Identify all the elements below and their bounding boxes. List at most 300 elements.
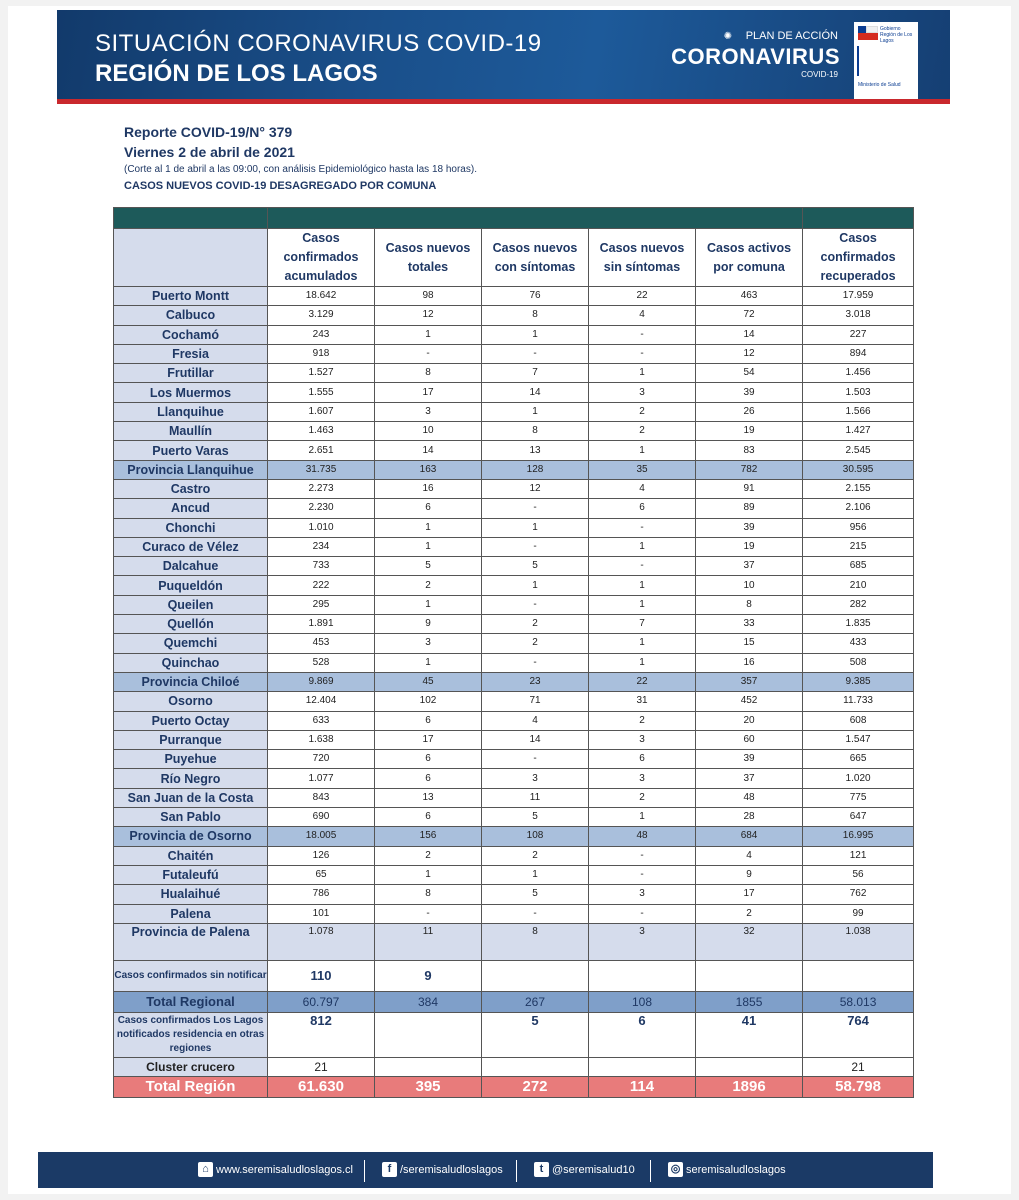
table-cell [482, 960, 589, 991]
table-cell: 7 [589, 615, 696, 634]
table-cell: 21 [268, 1057, 375, 1076]
footer-web[interactable] [198, 1162, 353, 1177]
table-row [114, 1077, 914, 1098]
table-cell: 17.959 [803, 287, 914, 306]
table-row [114, 422, 914, 441]
government-logo [854, 22, 918, 102]
plan-main-text: CORONAVIRUS [671, 44, 840, 69]
table-cell: - [589, 518, 696, 537]
row-label: Total Región [114, 1077, 268, 1098]
footer-instagram-text: seremisaludloslagos [686, 1163, 786, 1176]
table-cell: 16 [375, 479, 482, 498]
table-row [114, 808, 914, 827]
table-cell: 1 [482, 402, 589, 421]
table-cell: 1.010 [268, 518, 375, 537]
table-cell: 2 [375, 846, 482, 865]
table-cell: 11 [482, 788, 589, 807]
table-cell: 762 [803, 885, 914, 904]
table-cell: 918 [268, 344, 375, 363]
table-cell: 10 [375, 422, 482, 441]
row-label: Hualaihué [114, 885, 268, 904]
report-note: (Corte al 1 de abril a las 09:00, con análisis Epidemiológico hasta las 18 horas). [124, 164, 477, 175]
table-cell: 3.129 [268, 306, 375, 325]
table-cell: 13 [375, 788, 482, 807]
table-cell: 56 [803, 865, 914, 884]
table-cell: 18.642 [268, 287, 375, 306]
table-cell: 163 [375, 460, 482, 479]
table-cell: 1.463 [268, 422, 375, 441]
covid-cases-table [113, 207, 914, 1098]
table-cell: - [589, 846, 696, 865]
table-row [114, 730, 914, 749]
table-cell: 5 [482, 808, 589, 827]
table-cell: - [482, 653, 589, 672]
table-cell: 2 [482, 846, 589, 865]
table-cell: 222 [268, 576, 375, 595]
table-row [114, 383, 914, 402]
table-cell: 1.456 [803, 364, 914, 383]
row-label: Purranque [114, 730, 268, 749]
table-cell: 1.020 [803, 769, 914, 788]
table-cell: 267 [482, 991, 589, 1012]
table-cell: 4 [589, 479, 696, 498]
table-cell: 6 [375, 808, 482, 827]
column-header: Casos confirmados recuperados [803, 229, 914, 287]
row-label: Los Muermos [114, 383, 268, 402]
table-cell: 1.547 [803, 730, 914, 749]
row-label: Puerto Varas [114, 441, 268, 460]
table-cell: 782 [696, 460, 803, 479]
table-cell: 23 [482, 672, 589, 691]
table-cell: 1 [375, 325, 482, 344]
table-row [114, 325, 914, 344]
table-cell: - [482, 344, 589, 363]
table-cell: 894 [803, 344, 914, 363]
row-label: Quellón [114, 615, 268, 634]
table-cell: 31.735 [268, 460, 375, 479]
table-cell [375, 1012, 482, 1057]
table-cell: 282 [803, 595, 914, 614]
report-info [124, 122, 477, 194]
table-cell: 2 [589, 402, 696, 421]
row-label: Ancud [114, 499, 268, 518]
gov-logo-text-bottom: Ministerio de Salud [858, 82, 901, 88]
table-row [114, 846, 914, 865]
table-cell: 2 [589, 788, 696, 807]
table-cell: 91 [696, 479, 803, 498]
table-cell: 1 [375, 865, 482, 884]
table-cell: 1.638 [268, 730, 375, 749]
table-cell: 6 [589, 499, 696, 518]
table-cell: 1 [375, 537, 482, 556]
table-cell: 6 [589, 750, 696, 769]
row-label: Cluster crucero [114, 1057, 268, 1076]
footer-facebook[interactable] [382, 1162, 503, 1177]
table-row [114, 991, 914, 1012]
table-cell: 843 [268, 788, 375, 807]
table-row [114, 479, 914, 498]
row-label: Provincia Chiloé [114, 672, 268, 691]
table-cell: 39 [696, 518, 803, 537]
table-row [114, 750, 914, 769]
column-header: Casos activos por comuna [696, 229, 803, 287]
table-row [114, 885, 914, 904]
table-cell [482, 1057, 589, 1076]
table-cell: - [589, 557, 696, 576]
table-cell: 2 [696, 904, 803, 923]
table-cell: 1 [589, 537, 696, 556]
table-cell: 30.595 [803, 460, 914, 479]
table-cell: 18.005 [268, 827, 375, 846]
table-cell: 1.078 [268, 923, 375, 960]
table-cell: 812 [268, 1012, 375, 1057]
header-title-line2: REGIÓN DE LOS LAGOS [95, 60, 378, 87]
table-row [114, 634, 914, 653]
report-subtitle: CASOS NUEVOS COVID-19 DESAGREGADO POR COMUNA [124, 180, 437, 192]
table-cell: 37 [696, 557, 803, 576]
table-row [114, 960, 914, 991]
table-cell: 6 [375, 711, 482, 730]
table-cell: 14 [482, 730, 589, 749]
report-date: Viernes 2 de abril de 2021 [124, 144, 295, 160]
table-cell: 2.155 [803, 479, 914, 498]
table-cell [589, 1057, 696, 1076]
table-cell: 5 [375, 557, 482, 576]
table-cell: 2.545 [803, 441, 914, 460]
table-header-row [114, 229, 914, 287]
table-cell: 1 [589, 364, 696, 383]
table-cell: 295 [268, 595, 375, 614]
header-title-line1: SITUACIÓN CORONAVIRUS COVID-19 [95, 30, 542, 57]
table-cell: 1 [589, 808, 696, 827]
table-cell: 31 [589, 692, 696, 711]
table-cell: 41 [696, 1012, 803, 1057]
header-corner [114, 229, 268, 287]
table-cell: 48 [589, 827, 696, 846]
table-cell: 5 [482, 1012, 589, 1057]
table-cell: 9.869 [268, 672, 375, 691]
table-cell: 608 [803, 711, 914, 730]
table-cell: 3 [589, 730, 696, 749]
table-cell: 1 [589, 441, 696, 460]
table-cell: 14 [482, 383, 589, 402]
table-cell: 12.404 [268, 692, 375, 711]
row-label: San Juan de la Costa [114, 788, 268, 807]
table-cell: 384 [375, 991, 482, 1012]
table-cell: 2 [482, 615, 589, 634]
table-cell: 71 [482, 692, 589, 711]
table-cell: 14 [696, 325, 803, 344]
table-cell: 8 [482, 422, 589, 441]
row-label: Río Negro [114, 769, 268, 788]
table-cell: - [482, 537, 589, 556]
footer-twitter[interactable] [534, 1162, 635, 1177]
table-cell: 58.798 [803, 1077, 914, 1098]
table-cell: 16 [696, 653, 803, 672]
table-cell: 3 [589, 769, 696, 788]
table-cell: 357 [696, 672, 803, 691]
table-cell: 14 [375, 441, 482, 460]
row-label: Frutillar [114, 364, 268, 383]
table-cell: 17 [696, 885, 803, 904]
footer-twitter-text: @seremisalud10 [552, 1163, 635, 1176]
table-cell: 65 [268, 865, 375, 884]
row-label: Calbuco [114, 306, 268, 325]
row-label: Puerto Montt [114, 287, 268, 306]
table-cell: 764 [803, 1012, 914, 1057]
row-label: Fresia [114, 344, 268, 363]
table-cell: 2 [589, 422, 696, 441]
table-cell: 61.630 [268, 1077, 375, 1098]
table-cell: 9 [375, 615, 482, 634]
table-row [114, 576, 914, 595]
table-cell: 210 [803, 576, 914, 595]
table-cell [696, 960, 803, 991]
table-cell: 11 [375, 923, 482, 960]
table-row [114, 537, 914, 556]
table-cell: 19 [696, 422, 803, 441]
table-cell: 508 [803, 653, 914, 672]
table-cell: 1 [482, 518, 589, 537]
row-label: Osorno [114, 692, 268, 711]
table-cell: 1.555 [268, 383, 375, 402]
row-label: Chonchi [114, 518, 268, 537]
table-row [114, 904, 914, 923]
table-cell: 39 [696, 383, 803, 402]
table-cell: 54 [696, 364, 803, 383]
table-cell: 1.835 [803, 615, 914, 634]
table-cell: - [482, 499, 589, 518]
table-cell: 12 [375, 306, 482, 325]
table-cell: 685 [803, 557, 914, 576]
table-cell: 1.527 [268, 364, 375, 383]
table-cell: 4 [589, 306, 696, 325]
table-cell: 4 [482, 711, 589, 730]
table-cell: 128 [482, 460, 589, 479]
table-cell: 1 [375, 518, 482, 537]
table-cell: 22 [589, 672, 696, 691]
table-top-bar [114, 208, 914, 229]
table-cell [589, 960, 696, 991]
table-cell: 8 [482, 306, 589, 325]
table-cell: 2.273 [268, 479, 375, 498]
row-label: Provincia de Osorno [114, 827, 268, 846]
row-label: Dalcahue [114, 557, 268, 576]
footer-divider [364, 1160, 365, 1182]
table-cell: 6 [589, 1012, 696, 1057]
footer-facebook-text: /seremisaludloslagos [400, 1163, 503, 1176]
table-cell: 9 [375, 960, 482, 991]
table-cell: 121 [803, 846, 914, 865]
table-row [114, 595, 914, 614]
table-cell: 690 [268, 808, 375, 827]
table-cell: 1 [482, 865, 589, 884]
table-cell: 3.018 [803, 306, 914, 325]
table-row [114, 711, 914, 730]
table-cell: 6 [375, 750, 482, 769]
table-row [114, 923, 914, 960]
table-row [114, 672, 914, 691]
table-cell: 156 [375, 827, 482, 846]
table-cell: 215 [803, 537, 914, 556]
table-cell: 3 [589, 923, 696, 960]
table-cell: 20 [696, 711, 803, 730]
table-cell: 1.503 [803, 383, 914, 402]
table-cell: 9.385 [803, 672, 914, 691]
footer-divider [650, 1160, 651, 1182]
table-row [114, 769, 914, 788]
table-cell: 1 [482, 325, 589, 344]
row-label: Llanquihue [114, 402, 268, 421]
table-cell: 22 [589, 287, 696, 306]
table-cell: 98 [375, 287, 482, 306]
table-cell: - [375, 344, 482, 363]
table-cell: 108 [589, 991, 696, 1012]
footer-instagram[interactable] [668, 1162, 786, 1177]
table-cell: 733 [268, 557, 375, 576]
row-label: Palena [114, 904, 268, 923]
plan-accion-logo [672, 28, 842, 88]
table-cell: 1 [589, 595, 696, 614]
table-cell: - [482, 904, 589, 923]
table-cell: - [589, 865, 696, 884]
table-row [114, 1057, 914, 1076]
table-row [114, 364, 914, 383]
table-cell: 6 [375, 499, 482, 518]
table-row [114, 499, 914, 518]
table-cell: 1 [482, 576, 589, 595]
table-cell: 99 [803, 904, 914, 923]
table-row [114, 788, 914, 807]
table-cell: 16.995 [803, 827, 914, 846]
table-cell: 956 [803, 518, 914, 537]
table-cell: 243 [268, 325, 375, 344]
table-cell: - [589, 904, 696, 923]
table-cell: 647 [803, 808, 914, 827]
table-cell: 4 [696, 846, 803, 865]
table-cell: 33 [696, 615, 803, 634]
gov-logo-bar [857, 46, 859, 76]
table-cell: 665 [803, 750, 914, 769]
table-cell: 48 [696, 788, 803, 807]
table-row [114, 344, 914, 363]
column-header: Casos nuevos sin síntomas [589, 229, 696, 287]
table-cell: 8 [375, 364, 482, 383]
table-cell: 21 [803, 1057, 914, 1076]
row-label: Casos confirmados Los Lagos notificados residencia en otras regiones [114, 1012, 268, 1057]
table-cell: 452 [696, 692, 803, 711]
row-label: Queilen [114, 595, 268, 614]
table-cell: 3 [589, 885, 696, 904]
table-cell: 1.607 [268, 402, 375, 421]
facebook-icon: f [382, 1162, 397, 1177]
table-cell: 2 [482, 634, 589, 653]
table-cell: 114 [589, 1077, 696, 1098]
table-cell [375, 1057, 482, 1076]
table-cell: 2.651 [268, 441, 375, 460]
table-cell: 11.733 [803, 692, 914, 711]
table-cell: 83 [696, 441, 803, 460]
table-cell: 272 [482, 1077, 589, 1098]
table-cell: 110 [268, 960, 375, 991]
web-icon: ⌂ [198, 1162, 213, 1177]
table-cell: 72 [696, 306, 803, 325]
row-label: Quinchao [114, 653, 268, 672]
table-row [114, 441, 914, 460]
table-row [114, 402, 914, 421]
table-cell: 19 [696, 537, 803, 556]
table-cell: 108 [482, 827, 589, 846]
table-row [114, 1012, 914, 1057]
row-label: Puqueldón [114, 576, 268, 595]
table-row [114, 518, 914, 537]
table-cell: 684 [696, 827, 803, 846]
table-cell: 5 [482, 885, 589, 904]
table-cell: - [482, 750, 589, 769]
table-cell: 126 [268, 846, 375, 865]
table-cell: 528 [268, 653, 375, 672]
row-label: Maullín [114, 422, 268, 441]
column-header: Casos confirmados acumulados [268, 229, 375, 287]
table-cell: 32 [696, 923, 803, 960]
table-cell: 8 [375, 885, 482, 904]
table-cell: 13 [482, 441, 589, 460]
table-cell: 2 [589, 711, 696, 730]
table-row [114, 306, 914, 325]
table-cell: 1855 [696, 991, 803, 1012]
table-row [114, 557, 914, 576]
table-cell: 8 [696, 595, 803, 614]
table-cell: 1 [375, 595, 482, 614]
table-cell: 12 [482, 479, 589, 498]
table-row [114, 865, 914, 884]
table-cell: 39 [696, 750, 803, 769]
table-cell: 234 [268, 537, 375, 556]
table-cell: 1896 [696, 1077, 803, 1098]
table-cell: 17 [375, 730, 482, 749]
table-cell: 17 [375, 383, 482, 402]
table-cell: 58.013 [803, 991, 914, 1012]
table-cell: 1 [589, 653, 696, 672]
column-header: Casos nuevos totales [375, 229, 482, 287]
table-cell: 633 [268, 711, 375, 730]
table-row [114, 827, 914, 846]
twitter-icon: t [534, 1162, 549, 1177]
table-cell: 775 [803, 788, 914, 807]
instagram-icon: ◎ [668, 1162, 683, 1177]
table-cell: 15 [696, 634, 803, 653]
table-cell: 35 [589, 460, 696, 479]
table-cell: 102 [375, 692, 482, 711]
table-cell: 1 [589, 634, 696, 653]
table-cell: 9 [696, 865, 803, 884]
table-cell: 786 [268, 885, 375, 904]
table-row [114, 615, 914, 634]
table-cell: - [589, 325, 696, 344]
table-cell: 3 [589, 383, 696, 402]
column-header: Casos nuevos con síntomas [482, 229, 589, 287]
table-cell: 463 [696, 287, 803, 306]
table-cell [803, 960, 914, 991]
table-cell: 2.230 [268, 499, 375, 518]
table-cell: 12 [696, 344, 803, 363]
table-cell: 1.427 [803, 422, 914, 441]
plan-sub-text: COVID-19 [801, 70, 838, 79]
row-label: Provincia de Palena [114, 923, 268, 960]
gov-logo-text-top: Gobierno Región de Los Lagos [880, 26, 913, 44]
table-cell: 37 [696, 769, 803, 788]
table-row [114, 287, 914, 306]
